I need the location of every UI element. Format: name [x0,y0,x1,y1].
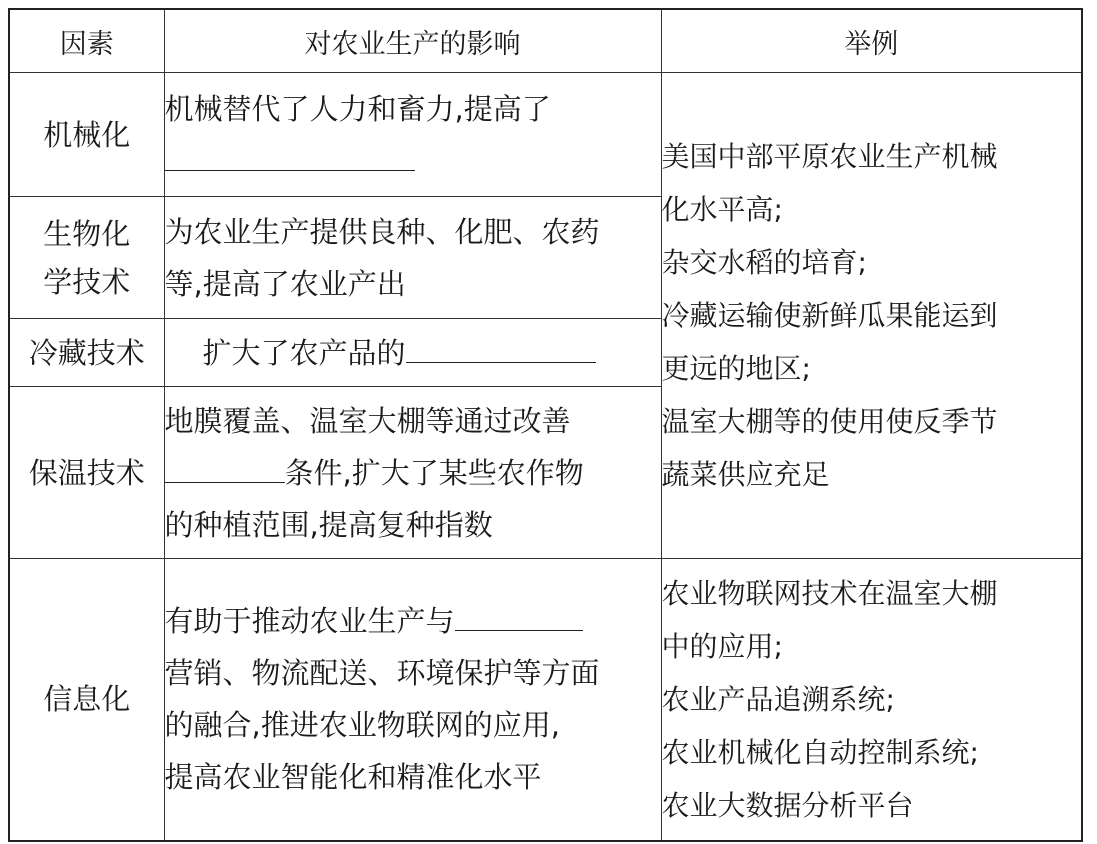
example-line: 农业机械化自动控制系统; [661,735,979,769]
effect-text: 为农业生产提供良种、化肥、农药 [164,214,600,249]
factors-table [8,8,1083,842]
factor-cell-cold-storage: 冷藏技术 [9,319,164,387]
example-line: 杂交水稻的培育; [661,246,867,279]
factor-cell-biochem [9,197,164,319]
table-row-mechanization [9,73,1082,197]
effect-text: 扩大了农产品的 [202,335,406,370]
example-cell-group1 [661,73,1082,559]
example-cell-group2 [661,559,1082,841]
fill-blank [165,140,415,171]
example-line: 化水平高; [661,193,783,226]
factor-text: 学技术 [43,264,131,299]
effect-text: 地膜覆盖、温室大棚等通过改善 [164,403,571,438]
effect-cell-insulation [164,387,661,559]
example-line: 冷藏运输使新鲜瓜果能运到 [661,299,998,332]
example-line: 蔬菜供应充足 [661,458,830,491]
effect-cell-mechanization [164,73,661,197]
fill-blank [406,332,596,363]
effect-text: 的融合,推进农业物联网的应用, [164,708,560,743]
example-line: 美国中部平原农业生产机械 [661,140,998,173]
effect-text: 条件,扩大了某些农作物 [284,455,584,490]
effect-line2 [165,135,661,187]
effect-text: 有助于推动农业生产与 [164,604,455,639]
effect-cell-informatization [164,559,661,841]
factor-cell-informatization: 信息化 [9,559,164,841]
effect-text: 提高农业智能化和精准化水平 [164,760,542,795]
effect-text: 等,提高了农业产出 [164,266,406,301]
effect-cell-cold-storage [164,319,661,387]
effect-cell-biochem [164,197,661,319]
example-line: 温室大棚等的使用使反季节 [661,405,998,438]
effect-text: 的种植范围,提高复种指数 [164,507,493,542]
example-line: 农业大数据分析平台 [661,788,914,822]
factor-cell-insulation: 保温技术 [9,387,164,559]
effect-line2 [165,447,661,499]
factor-cell-mechanization: 机械化 [9,73,164,197]
table-row-informatization [9,559,1082,841]
effect-line1 [165,595,661,647]
effect-text: 营销、物流配送、环境保护等方面 [164,656,600,691]
header-example: 举例 [661,9,1082,73]
header-factor: 因素 [9,9,164,73]
fill-blank [165,452,285,483]
example-line: 更远的地区; [661,352,811,385]
example-line: 农业物联网技术在温室大棚 [661,576,998,610]
header-row [9,9,1082,73]
example-line: 中的应用; [661,629,783,663]
example-line: 农业产品追溯系统; [661,682,895,716]
effect-text: 机械替代了人力和畜力,提高了 [164,91,551,126]
factor-text: 生物化 [43,216,131,251]
header-effect: 对农业生产的影响 [164,9,661,73]
fill-blank [455,600,583,631]
